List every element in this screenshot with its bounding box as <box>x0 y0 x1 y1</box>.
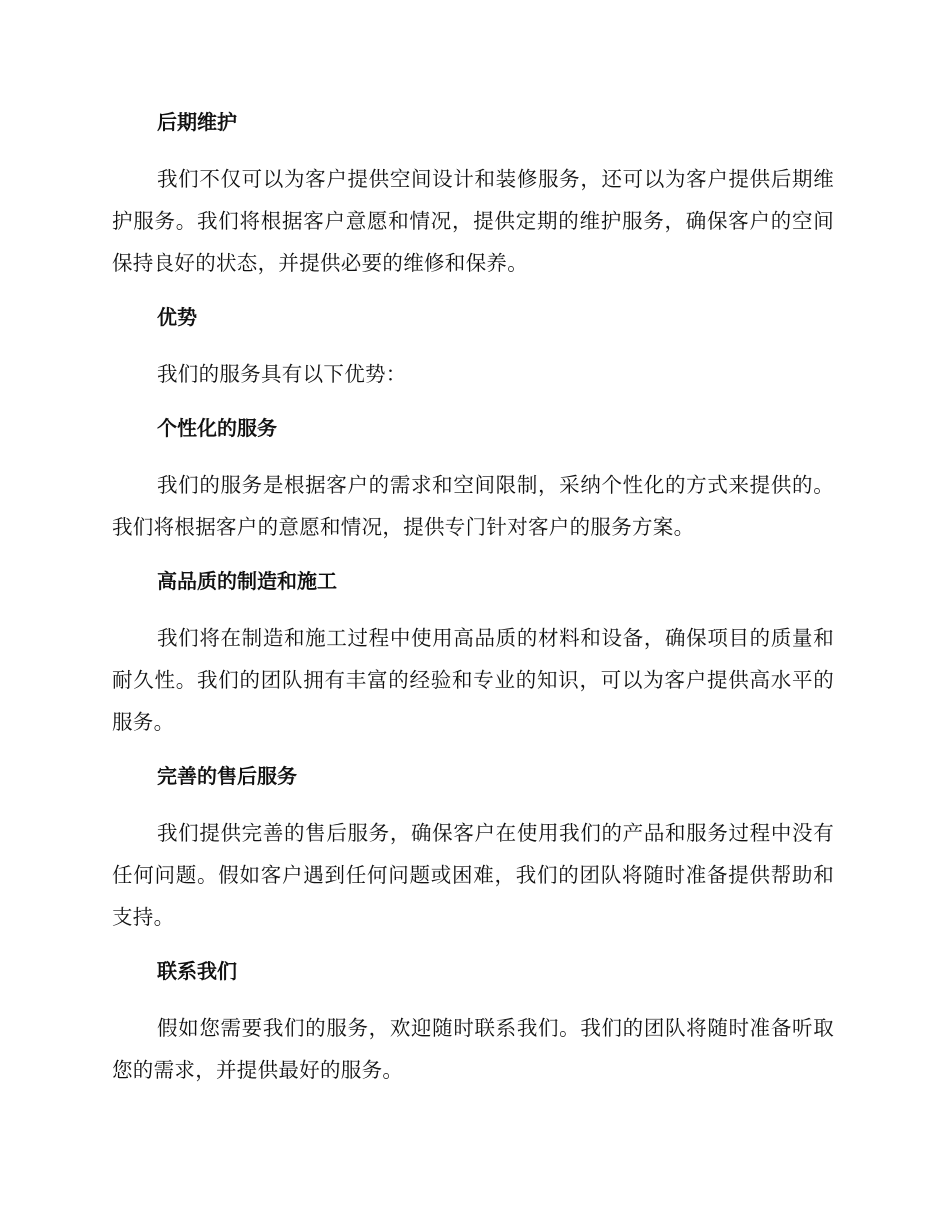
section-paragraph-after-sales: 我们提供完善的售后服务，确保客户在使用我们的产品和服务过程中没有任何问题。假如客户遇到任何问题或困难，我们的团队将随时准备提供帮助和支持。 <box>112 821 834 929</box>
document-body <box>112 108 834 1091</box>
section-paragraph-quality: 我们将在制造和施工过程中使用高品质的材料和设备，确保项目的质量和耐久性。我们的团队拥有丰富的经验和专业的知识，可以为客户提供高水平的服务。 <box>112 626 834 734</box>
section-heading-maintenance: 后期维护 <box>157 110 237 134</box>
section-paragraph-advantages: 我们的服务具有以下优势： <box>157 362 407 386</box>
section-paragraph-personalized: 我们的服务是根据客户的需求和空间限制，采纳个性化的方式来提供的。我们将根据客户的意愿和情况，提供专门针对客户的服务方案。 <box>112 473 834 539</box>
section-heading-personalized: 个性化的服务 <box>157 416 277 440</box>
section-paragraph-maintenance: 我们不仅可以为客户提供空间设计和装修服务，还可以为客户提供后期维护服务。我们将根据客户意愿和情况，提供定期的维护服务，确保客户的空间保持良好的状态，并提供必要的维修和保养。 <box>112 167 834 275</box>
section-heading-advantages: 优势 <box>157 305 197 329</box>
section-paragraph-contact: 假如您需要我们的服务，欢迎随时联系我们。我们的团队将随时准备听取您的需求，并提供最好的服务。 <box>112 1016 834 1082</box>
section-heading-quality: 高品质的制造和施工 <box>157 569 337 593</box>
section-heading-contact: 联系我们 <box>157 959 237 983</box>
section-heading-after-sales: 完善的售后服务 <box>157 764 297 788</box>
